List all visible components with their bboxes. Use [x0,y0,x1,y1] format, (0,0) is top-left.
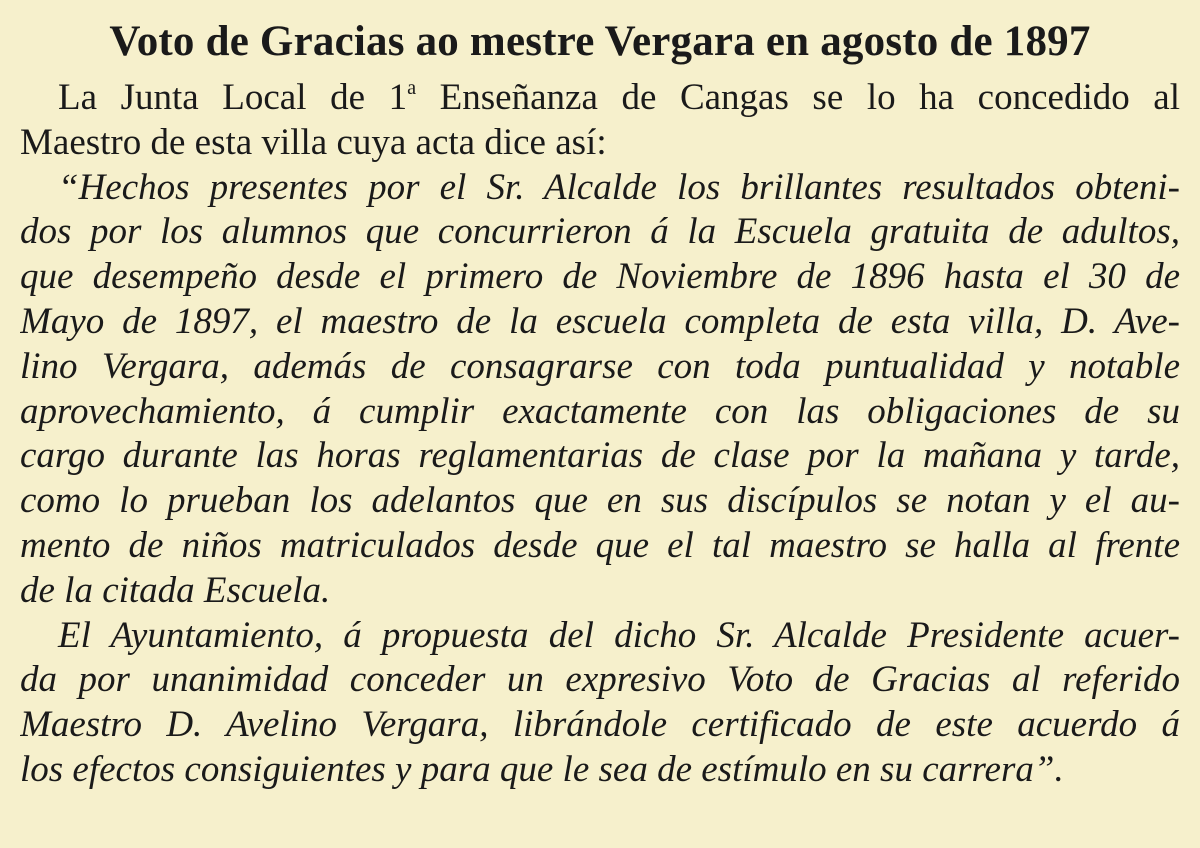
quote-line: de la citada Escuela. [20,569,331,611]
resolution-line: da por unanimidad conceder un expresivo Voto de Gracias al referido [20,659,1180,701]
resolution-paragraph [20,614,1180,793]
quote-line: que desempeño desde el primero de Noviembre de 1896 hasta el 30 de [20,256,1180,298]
intro-line-1 [20,76,1180,121]
quote-line: dos por los alumnos que concurrieron á la Escuela gratuita de adultos, [20,211,1180,253]
intro-line-1-start: La Junta Local de 1 [58,77,408,118]
quote-line: cargo durante las horas reglamentarias de clase por la mañana y tarde, [20,435,1180,477]
quote-line: “Hechos presentes por el Sr. Alcalde los brillantes resultados obteni- [58,166,1180,208]
quote-line: Mayo de 1897, el maestro de la escuela completa de esta villa, D. Ave- [20,300,1180,342]
quote-line: aprovechamiento, á cumplir exactamente con las obligaciones de su [20,390,1180,432]
intro-paragraph [20,76,1180,166]
ordinal-superscript: a [407,76,417,99]
intro-line-1-end: Enseñanza de Cangas se lo ha concedido al [416,77,1180,118]
quote-line: mento de niños matriculados desde que el tal maestro se halla al frente [20,524,1180,566]
resolution-line: Maestro D. Avelino Vergara, librándole certificado de este acuerdo á [20,704,1180,746]
quote-line: lino Vergara, además de consagrarse con toda puntualidad y notable [20,345,1180,387]
quoted-act-paragraph [20,166,1180,614]
resolution-line: los efectos consiguientes y para que le sea de estímulo en su carrera”. [20,748,1064,790]
quote-line: como lo prueban los adelantos que en sus discípulos se notan y el au- [20,480,1180,522]
resolution-line: El Ayuntamiento, á propuesta del dicho Sr. Alcalde Presidente acuer- [58,614,1180,656]
article-title: Voto de Gracias ao mestre Vergara en agosto de 1897 [109,18,1091,65]
intro-line-2: Maestro de esta villa cuya acta dice así: [20,121,607,163]
